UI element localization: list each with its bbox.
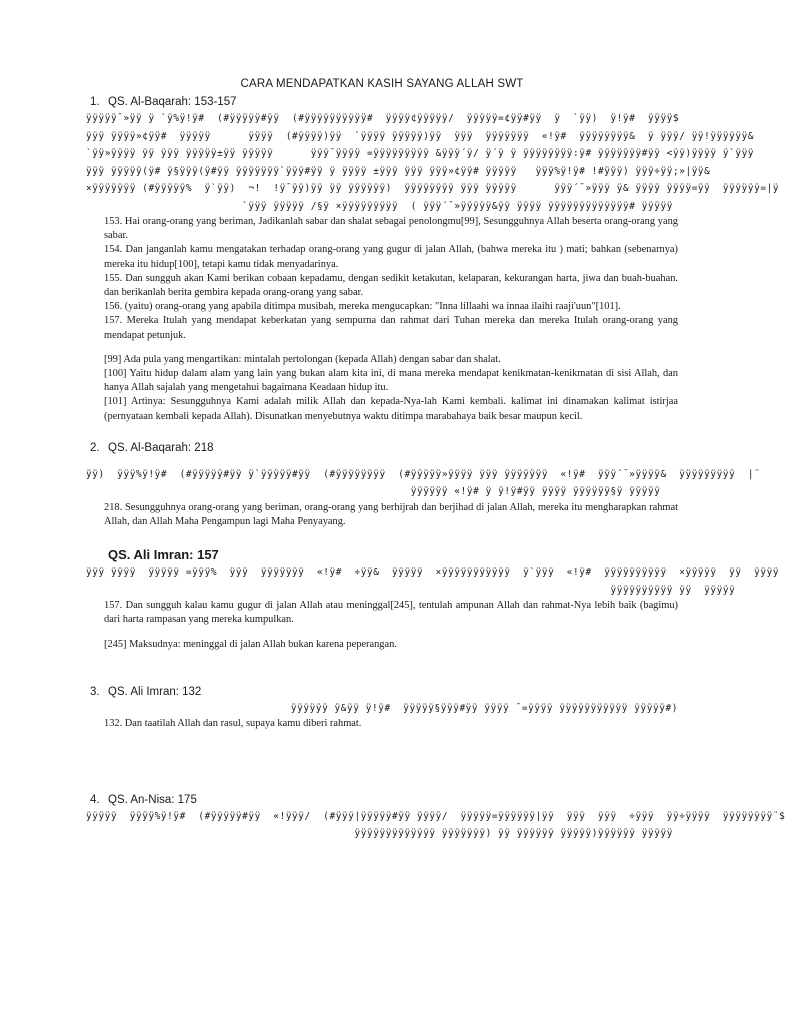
translation-paragraph: 157. Mereka Itulah yang mendapat keberkatan yang sempurna dan rahmat dari Tuhan mereka dan mereka Itulah orang-orang yang mendapat petunjuk. <box>104 315 678 341</box>
arabic-verse-line: ÿÿÿÿÿÿ ÿ&ÿÿ ÿ!ÿ# ÿÿÿÿÿ§ÿÿÿ#ÿÿ ÿÿÿÿ ¯=ÿÿÿÿ ÿÿÿÿÿÿÿÿÿÿÿ ÿÿÿÿÿ#) <box>290 702 678 714</box>
arabic-verse-line: ÿÿÿÿÿ ÿÿÿÿ%ÿ!ÿ# (#ÿÿÿÿÿ#ÿÿ «!ÿÿÿ/ (#ÿÿÿ|ÿÿÿÿÿ#ÿÿ ÿÿÿÿ/ ÿÿÿÿÿ=ÿÿÿÿÿÿ|ÿÿ ÿÿÿ ÿÿÿ ÷ÿÿÿ ÿÿ÷ÿÿÿÿ ÿÿÿÿÿÿÿÿ¨$ <box>86 810 785 822</box>
footnote: [100] Yaitu hidup dalam alam yang lain yang bukan alam kita ini, di mana mereka mendapat kenikmatan-kenikmatan di sisi Allah, dan hanya Allah sajalah yang mengetahui bagaimana Keadaan hidup itu. <box>104 368 678 394</box>
translation-paragraph: 155. Dan sungguh akan Kami berikan cobaan kepadamu, dengan sedikit ketakutan, kelaparan, kekurangan harta, jiwa dan buah-buahan. dan berikanlah berita gembira kepada orang-orang yang sabar. <box>104 272 678 299</box>
footnote: [245] Maksudnya: meninggal di jalan Allah bukan karena peperangan. <box>104 638 397 650</box>
arabic-verse-line: ÿÿÿÿÿÿ «!ÿ# ÿ ÿ!ÿ#ÿÿ ÿÿÿÿ ÿÿÿÿÿÿ§ÿ ÿÿÿÿÿ <box>86 486 661 498</box>
arabic-verse-line: ÿÿÿÿÿÿÿÿÿÿÿÿÿ ÿÿÿÿÿÿÿ) ÿÿ ÿÿÿÿÿÿ ÿÿÿÿÿ)ÿÿÿÿÿÿ ÿÿÿÿÿ <box>86 828 673 840</box>
translation-paragraph: 154. Dan janganlah kamu mengatakan terhadap orang-orang yang gugur di jalan Allah, (bahwa mereka itu ) mati; bahkan (sebenarnya) mereka itu hidup[100], tetapi kamu tidak menyadarinya. <box>104 244 678 270</box>
arabic-verse-line: ÿÿÿÿÿÿÿÿÿÿ ÿÿ ÿÿÿÿÿ <box>86 584 736 596</box>
arabic-verse-line: ÿÿÿ ÿÿÿÿÿ(ÿ# ÿ§ÿÿÿ(ÿ#ÿÿ ÿÿÿÿÿÿÿ`ÿÿÿ#ÿÿ ÿ ÿÿÿÿ ±ÿÿÿ ÿÿÿ ÿÿÿ»¢ÿÿ# ÿÿÿÿÿ ÿÿÿ%ÿ!ÿ# !#ÿÿÿ) ÿÿÿ÷ÿÿ;»|ÿÿ& <box>86 165 711 177</box>
translation-block <box>104 717 678 731</box>
translation-paragraph: 132. Dan taatilah Allah dan rasul, supaya kamu diberi rahmat. <box>104 718 362 730</box>
translation-block <box>104 599 678 652</box>
arabic-verse-line: ÿÿÿ ÿÿÿÿ»¢ÿÿ# ÿÿÿÿÿ ÿÿÿÿ (#ÿÿÿÿ)ÿÿ `ÿÿÿÿ ÿÿÿÿÿ)ÿÿ ÿÿÿ ÿÿÿÿÿÿÿ «!ÿ# ÿÿÿÿÿÿÿÿ& ÿ ÿÿÿ/ ÿÿ!ÿÿÿÿÿÿ& <box>86 130 755 142</box>
translation-paragraph: 153. Hai orang-orang yang beriman, Jadikanlah sabar dan shalat sebagai penolongmu[99], Sesungguhnya Allah beserta orang-orang yang sabar. <box>104 216 678 242</box>
translation-block <box>104 501 678 529</box>
document-page <box>86 78 785 843</box>
section-heading: QS. Ali Imran: 157 <box>108 547 219 563</box>
arabic-verse-line: ÿÿÿ ÿÿÿÿ ÿÿÿÿÿ =ÿÿÿ% ÿÿÿ ÿÿÿÿÿÿÿ «!ÿ# ÷ÿÿ& ÿÿÿÿÿ ×ÿÿÿÿÿÿÿÿÿÿÿ ÿ`ÿÿÿ «!ÿ# ÿÿÿÿÿÿÿÿÿÿ ×ÿÿÿÿÿ ÿÿ ÿÿÿÿ <box>86 567 780 579</box>
translation-paragraph: 157. Dan sungguh kalau kamu gugur di jalan Allah atau meninggal[245], tentulah ampunan Allah dan rahmat-Nya lebih baik (bagimu) dari harta rampasan yang mereka kumpulkan. <box>104 600 678 626</box>
section-heading: 3. QS. Ali Imran: 132 <box>90 685 202 698</box>
translation-paragraph: 156. (yaitu) orang-orang yang apabila ditimpa musibah, mereka mengucapkan: "Inna lillaahi wa innaa ilaihi raaji'uun"[101]. <box>104 301 621 313</box>
document-title: CARA MENDAPATKAN KASIH SAYANG ALLAH SWT <box>240 78 524 90</box>
translation-paragraph: 218. Sesungguhnya orang-orang yang beriman, orang-orang yang berhijrah dan berjihad di jalan Allah, mereka itu mengharapkan rahmat Allah, dan Allah Maha Pengampun lagi Maha Penyayang. <box>104 501 678 528</box>
arabic-verse-line: ÿÿÿÿÿ¯»ÿÿ ÿ `ÿ%ÿ!ÿ# (#ÿÿÿÿÿ#ÿÿ (#ÿÿÿÿÿÿÿÿÿÿ# ÿÿÿÿ¢ÿÿÿÿÿ/ ÿÿÿÿÿ=¢ÿÿ#ÿÿ ÿ `ÿÿ) ÿ!ÿ# ÿÿÿÿ$ <box>86 113 680 124</box>
footnote: [101] Artinya: Sesungguhnya Kami adalah milik Allah dan kepada-Nya-lah Kami kembali. kalimat ini dinamakan kalimat istirjaa (pernyataan kembali kepada Allah). Disunatkan menyebutnya waktu ditimpa marabahaya baik besar maupun kecil. <box>104 396 678 422</box>
footnote: [99] Ada pula yang mengartikan: mintalah pertolongan (kepada Allah) dengan sabar dan shalat. <box>104 353 501 365</box>
section-heading: 4. QS. An-Nisa: 175 <box>90 793 197 806</box>
section-heading: 1. QS. Al-Baqarah: 153-157 <box>90 96 237 108</box>
translation-block <box>104 215 678 424</box>
arabic-verse-line: ÿÿ) ÿÿÿ%ÿ!ÿ# (#ÿÿÿÿÿ#ÿÿ ÿ`ÿÿÿÿÿ#ÿÿ (#ÿÿÿÿÿÿÿÿ (#ÿÿÿÿÿ»ÿÿÿÿ ÿÿÿ ÿÿÿÿÿÿÿ «!ÿ# ÿÿÿ´¯»ÿÿÿÿ& ÿÿÿÿÿÿÿÿÿ |¨ <box>86 468 761 480</box>
arabic-verse-line: `ÿÿ»ÿÿÿÿ ÿÿ ÿÿÿ ÿÿÿÿÿ±ÿÿ ÿÿÿÿÿ ÿÿÿ¯ÿÿÿÿ =ÿÿÿÿÿÿÿÿÿ &ÿÿÿ´ÿ/ ÿ´ÿ ÿ ÿÿÿÿÿÿÿÿ:ÿ# ÿÿÿÿÿÿÿ#ÿÿ <ÿÿ)ÿÿÿÿ ÿ`ÿÿÿ <box>86 148 755 159</box>
section-heading: 2. QS. Al-Baqarah: 218 <box>90 441 214 454</box>
arabic-verse-line: `ÿÿÿ ÿÿÿÿÿ /§ÿ ×ÿÿÿÿÿÿÿÿÿ ( ÿÿÿ´¯»ÿÿÿÿÿ&ÿÿ ÿÿÿÿ ÿÿÿÿÿÿÿÿÿÿÿÿÿ# ÿÿÿÿÿ <box>86 200 673 212</box>
arabic-verse-line: ×ÿÿÿÿÿÿÿ (#ÿÿÿÿÿ% ÿ`ÿÿ) ¬! !ÿ¯ÿÿ)ÿÿ ÿÿ ÿÿÿÿÿÿ) ÿÿÿÿÿÿÿÿ ÿÿÿ ÿÿÿÿÿ ÿÿÿ´¯»ÿÿÿ ÿ& ÿÿÿÿ ÿÿÿÿ=ÿÿ ÿÿÿÿÿÿ=|ÿ <box>86 183 780 194</box>
